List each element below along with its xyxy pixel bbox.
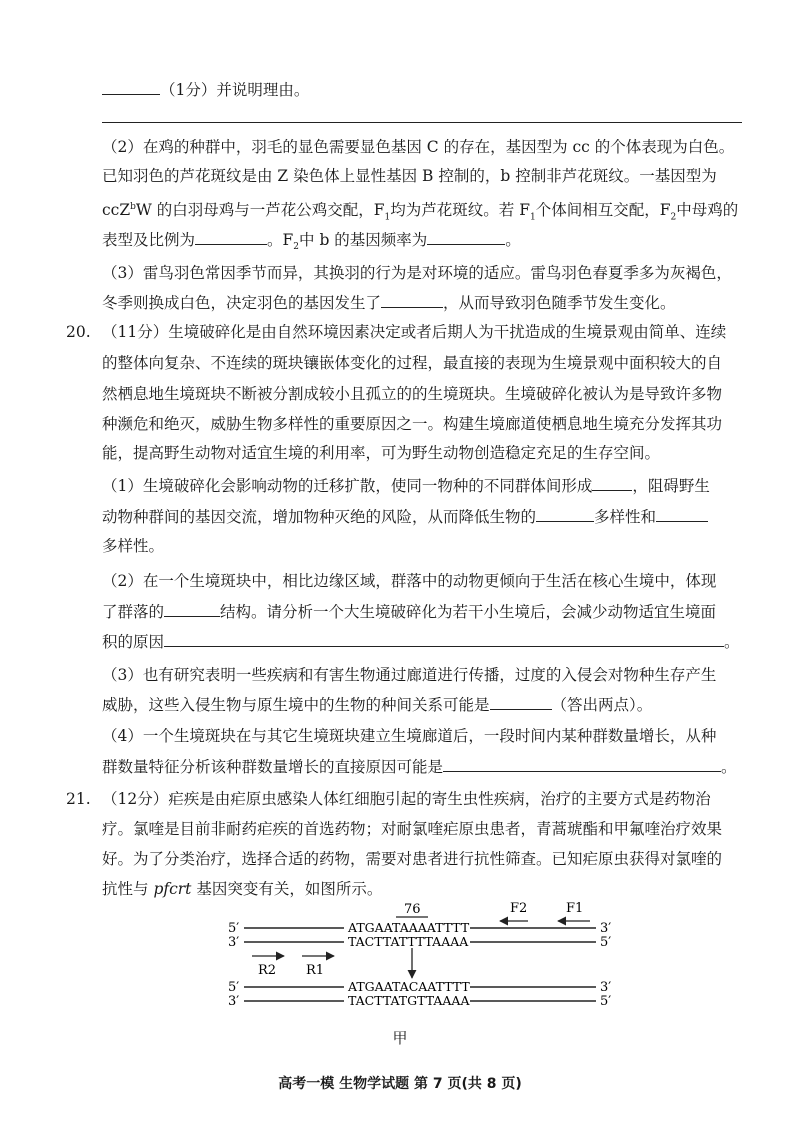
sequence-top-2: TACTTATTTTAAAA	[348, 934, 469, 949]
q21-line3: 好。为了分类治疗，选择合适的药物，需要对患者进行抗性筛查。已知疟原虫获得对氯喹的	[102, 850, 723, 868]
q19-p2-line4: 表型及比例为 。$F_2$中 b 的基因频率为 。	[102, 228, 521, 258]
strand-end-label: 3′	[600, 921, 612, 936]
position-76-label: 76	[404, 902, 421, 917]
answer-blank	[164, 600, 220, 617]
answer-blank	[164, 630, 724, 647]
q20-p3-line2: 威胁，这些入侵生物与原生境中的生物的种间关系可能是 （答出两点）。	[102, 693, 652, 716]
q20-p1-line2: 动物种群间的基因交流，增加物种灭绝的风险，从而降低生物的 多样性和	[102, 505, 708, 528]
strand-end-label: 3′	[228, 935, 240, 950]
answer-blank	[656, 505, 708, 522]
answer-blank	[536, 505, 594, 522]
q20-intro-4: 种濒危和绝灭，威胁生物多样性的重要原因之一。构建生境廊道使栖息地生境充分发挥其功	[102, 415, 723, 433]
figure-caption: 甲	[392, 1029, 408, 1047]
q19-p2-line3: ccZ$^b$W 的白羽母鸡与一芦花公鸡交配，$F_1$均为芦花斑纹。若 $F_1$个体间相互交配，$F_2$中母鸡的	[102, 201, 739, 223]
answer-blank	[490, 693, 552, 710]
answer-blank	[427, 228, 505, 245]
q20-p4-line1: （4）一个生境斑块在与其它生境斑块建立生境廊道后，一段时间内某种群数量增长，从种	[102, 727, 717, 745]
primer-R1-label: R1	[306, 963, 325, 978]
q20-intro-1: （11分）生境破碎化是由自然环境因素决定或者后期人为干扰造成的生境景观由简单、连续	[102, 323, 727, 341]
answer-line	[102, 122, 742, 123]
strand-end-label: 5′	[600, 935, 612, 950]
answer-blank	[381, 291, 443, 308]
q20-p2-line1: （2）在一个生境斑块中，相比边缘区域，群落中的动物更倾向于生活在核心生境中，体现	[102, 572, 717, 590]
q20-p3-line1: （3）也有研究表明一些疾病和有害生物通过廊道进行传播，过度的入侵会对物种生存产生	[102, 666, 717, 684]
q19-p3-line1: （3）雷鸟羽色常因季节而异，其换羽的行为是对环境的适应。雷鸟羽色春夏季多为灰褐色，	[102, 264, 732, 282]
q19-line0: （1分）并说明理由。	[102, 78, 309, 101]
strand-end-label: 3′	[600, 980, 612, 995]
answer-blank	[443, 755, 721, 772]
sequence-top-1: ATGAATAAAATTTT	[348, 920, 470, 935]
q19-p2-line1: （2）在鸡的种群中，羽毛的显色需要显色基因 C 的存在，基因型为 cc 的个体表现为白色。	[102, 138, 735, 156]
q21-line1: （12分）疟疾是由疟原虫感染人体红细胞引起的寄生虫性疾病，治疗的主要方式是药物治	[102, 790, 711, 808]
strand-end-label: 5′	[228, 980, 240, 995]
primer-R2-label: R2	[258, 963, 277, 978]
dna-mutation-figure	[0, 900, 800, 1030]
q20-intro-3: 然栖息地生境斑块不断被分割成较小且孤立的的生境斑块。生境破碎化被认为是导致许多物	[102, 385, 723, 403]
q20-p2-line3: 积的原因 。	[102, 630, 740, 653]
q20-p4-line2: 群数量特征分析该种群数量增长的直接原因可能是 。	[102, 755, 737, 778]
q19-p2-line2: 已知羽色的芦花斑纹是由 Z 染色体上显性基因 B 控制的，b 控制非芦花斑纹。一基因型为	[102, 167, 717, 185]
question-number: 21.	[66, 790, 91, 808]
answer-blank	[195, 228, 267, 245]
answer-blank	[592, 474, 632, 491]
q20-p1-line1: （1）生境破碎化会影响动物的迁移扩散，使同一物种的不同群体间形成 ，阻碍野生	[102, 474, 710, 497]
sequence-bottom-2: TACTTATGTTAAAA	[348, 993, 470, 1008]
question-number: 20.	[66, 323, 91, 341]
strand-end-label: 5′	[228, 921, 240, 936]
strand-end-label: 3′	[228, 994, 240, 1009]
q20-p2-line2: 了群落的 结构。请分析一个大生境破碎化为若干小生境后，会减少动物适宜生境面	[102, 600, 716, 623]
answer-blank	[102, 78, 160, 95]
primer-F2-label: F2	[510, 901, 528, 916]
sequence-bottom-1: ATGAATACAATTTT	[348, 979, 470, 994]
q20-intro-2: 的整体向复杂、不连续的斑块镶嵌体变化的过程，最直接的表现为生境景观中面积较大的自	[102, 354, 723, 372]
q21-line2: 疗。氯喹是目前非耐药疟疾的首选药物；对耐氯喹疟原虫患者，青蒿琥酯和甲氟喹治疗效果	[102, 820, 723, 838]
q19-p3-line2: 冬季则换成白色，决定羽色的基因发生了 ，从而导致羽色随季节发生变化。	[102, 291, 676, 314]
strand-end-label: 5′	[600, 994, 612, 1009]
q21-line4: 抗性与 pfcrt 基因突变有关，如图所示。	[102, 880, 383, 898]
q20-p1-line3: 多样性。	[102, 537, 165, 555]
q20-intro-5: 能，提高野生动物对适宜生境的利用率，可为野生动物创造稳定充足的生存空间。	[102, 444, 661, 462]
primer-F1-label: F1	[566, 901, 584, 916]
page-footer: 高考一模 生物学试题 第 7 页(共 8 页)	[278, 1076, 522, 1092]
